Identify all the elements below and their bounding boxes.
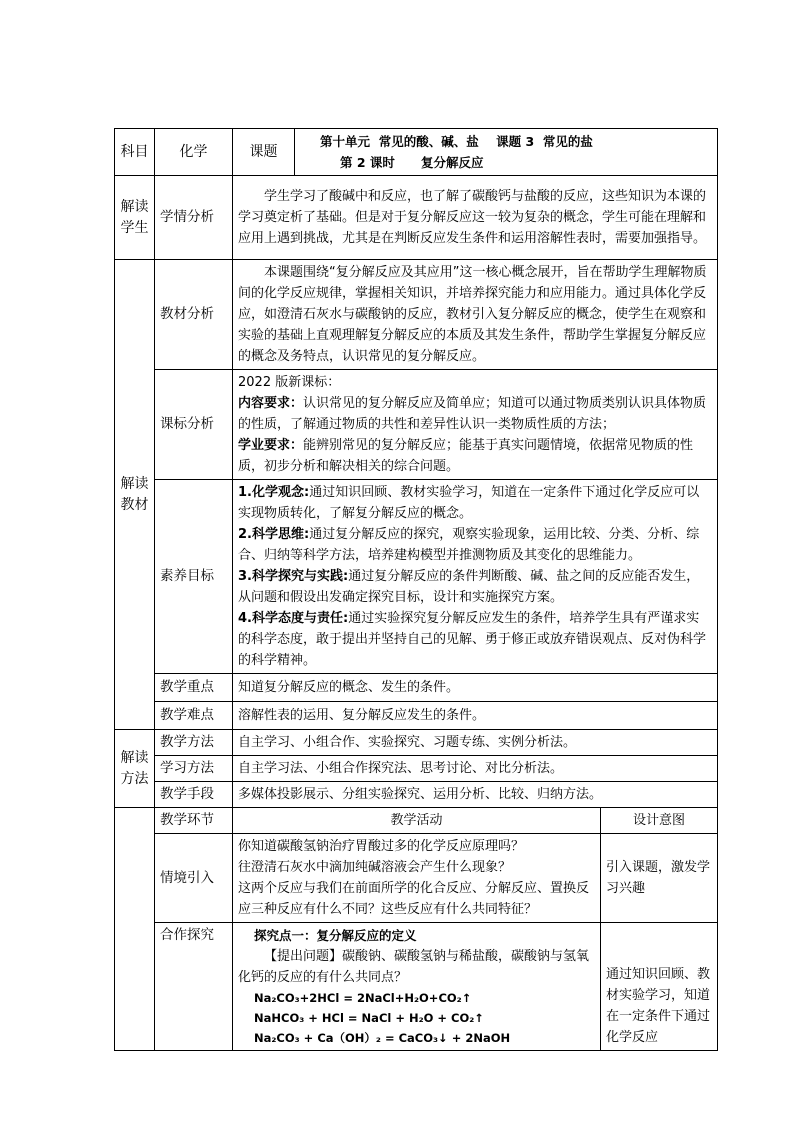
literacy-goals-row <box>115 480 718 674</box>
intro-row <box>115 834 718 923</box>
textbook-analysis-label: 教材分析 <box>155 260 233 370</box>
explore-row <box>115 923 718 1051</box>
difficulty-label: 教学难点 <box>155 702 233 730</box>
standard-academic-head: 学业要求： <box>238 438 304 453</box>
literacy-item <box>238 608 712 671</box>
textbook-analysis-text: 本课题围绕“复分解反应及其应用”这一核心概念展开，旨在帮助学生理解物质间的化学反应规律，掌握相关知识，并培养探究能力和应用能力。通过具体化学反应，如澄清石灰水与碳酸钠的反应，教材引入复分解反应的概念，使学生在观察和实验的基础上直观理解复分解反应的本质及其发生条件，帮助学生掌握复分解反应的概念及务特点，认识常见的复分解反应。 <box>233 260 718 370</box>
category-process-empty <box>115 808 155 1051</box>
standard-analysis-row <box>115 370 718 480</box>
intro-question: 往澄清石灰水中滴加纯碱溶液会产生什么现象？ <box>238 860 512 875</box>
standard-analysis-content <box>233 370 718 480</box>
teaching-method-label: 教学方法 <box>155 730 233 756</box>
category-methods: 解读方法 <box>115 730 155 808</box>
lesson-title <box>295 129 718 176</box>
lesson-plan-table <box>114 128 718 1051</box>
standard-content-head: 内容要求： <box>238 396 304 411</box>
intro-intent: 引入课题，激发学习兴趣 <box>601 834 718 923</box>
intro-stage-label: 情境引入 <box>155 834 233 923</box>
student-analysis-text: 学生学习了酸碱中和反应，也了解了碳酸钙与盐酸的反应，这些知识为本课的学习奠定析了基础。但是对于复分解反应这一较为复杂的概念，学生可能在理解和应用上遇到挑战，尤其是在判断反应发生条件和运用溶解性表时，需要加强指导。 <box>233 176 718 260</box>
chemical-equation: NaHCO₃ + HCl = NaCl + H₂O + CO₂↑ <box>254 1011 484 1025</box>
textbook-analysis-row <box>115 260 718 370</box>
literacy-item-head: 3.科学探究与实践: <box>238 569 349 584</box>
category-students: 解读学生 <box>115 176 155 260</box>
literacy-item-text: 通过复分解反应的探究，观察实验现象，运用比较、分类、分析、综合、归纳等科学方法，培养建构模型并推测物质及其变化的思维能力。 <box>238 527 700 563</box>
intro-question: 这两个反应与我们在前面所学的化合反应、分解反应、置换反应三种反应有什么不同？这些反应有什么共同特征？ <box>238 881 590 917</box>
teaching-means-label: 教学手段 <box>155 782 233 808</box>
teaching-means-text: 多媒体投影展示、分组实验探究、运用分析、比较、归纳方法。 <box>233 782 718 808</box>
chemical-equation: Na₂CO₃ + Ca（OH）₂ = CaCO₃↓ + 2NaOH <box>254 1031 511 1045</box>
lesson-title-line1: 第十单元 常见的酸、碱、盐 课题 3 常见的盐 <box>320 134 593 149</box>
literacy-item-head: 1.化学观念: <box>238 485 310 500</box>
topic-label: 课题 <box>233 129 295 176</box>
literacy-item <box>238 524 712 566</box>
key-point-row <box>115 674 718 702</box>
lesson-title-line2: 第 2 课时 复分解反应 <box>340 155 484 170</box>
intro-question: 你知道碳酸氢钠治疗胃酸过多的化学反应原理吗？ <box>238 839 525 854</box>
teaching-method-row <box>115 730 718 756</box>
header-row <box>115 129 718 176</box>
process-col-activity: 教学活动 <box>233 808 601 834</box>
process-header-row <box>115 808 718 834</box>
literacy-item-text: 通过知识回顾、教材实验学习，知道在一定条件下通过化学反应可以实现物质转化，了解复分解反应的概念。 <box>238 485 700 521</box>
literacy-item <box>238 566 712 608</box>
process-col-intent: 设计意图 <box>601 808 718 834</box>
intro-activity <box>233 834 601 923</box>
key-point-label: 教学重点 <box>155 674 233 702</box>
explore-point-title: 探究点一：复分解反应的定义 <box>254 928 417 943</box>
key-point-text: 知道复分解反应的概念、发生的条件。 <box>233 674 718 702</box>
process-col-stage: 教学环节 <box>155 808 233 834</box>
learning-method-text: 自主学习法、小组合作探究法、思考讨论、对比分析法。 <box>233 756 718 782</box>
standard-content-requirement <box>238 393 712 435</box>
difficulty-text: 溶解性表的运用、复分解反应发生的条件。 <box>233 702 718 730</box>
explore-activity <box>233 923 601 1051</box>
literacy-item-text: 通过复分解反应的条件判断酸、碱、盐之间的反应能否发生，从问题和假设出发确定探究目标，设计和实施探究方案。 <box>238 569 700 605</box>
literacy-goals-label: 素养目标 <box>155 480 233 674</box>
explore-intent: 通过知识回顾、教材实验学习，知道在一定条件下通过化学反应 <box>601 923 718 1051</box>
standard-analysis-label: 课标分析 <box>155 370 233 480</box>
standard-academic-requirement <box>238 435 712 477</box>
chemical-equation: Na₂CO₃+2HCl = 2NaCl+H₂O+CO₂↑ <box>254 991 472 1005</box>
literacy-item-head: 2.科学思维: <box>238 527 310 542</box>
learning-method-label: 学习方法 <box>155 756 233 782</box>
standard-intro: 2022 版新课标： <box>238 375 341 390</box>
subject-value: 化学 <box>155 129 233 176</box>
standard-academic-text: 能辨别常见的复分解反应；能基于真实问题情境，依据常见物质的性质，初步分析和解决相关的综合问题。 <box>238 438 694 474</box>
learning-method-row <box>115 756 718 782</box>
category-materials: 解读教材 <box>115 260 155 730</box>
literacy-item <box>238 482 712 524</box>
explore-question: 【提出问题】碳酸钠、碳酸氢钠与稀盐酸，碳酸钠与氢氧化钙的反应的有什么共同点？ <box>238 949 590 985</box>
subject-label: 科目 <box>115 129 155 176</box>
literacy-goals-content <box>233 480 718 674</box>
teaching-means-row <box>115 782 718 808</box>
difficulty-row <box>115 702 718 730</box>
student-analysis-label: 学情分析 <box>155 176 233 260</box>
student-analysis-row <box>115 176 718 260</box>
literacy-item-text: 通过实验探究复分解反应发生的条件，培养学生具有严谨求实的科学态度，敢于提出并坚持自己的见解、勇于修正或放弃错误观点、反对伪科学的科学精神。 <box>238 611 707 668</box>
explore-stage-label: 合作探究 <box>155 923 233 1051</box>
literacy-item-head: 4.科学态度与责任: <box>238 611 349 626</box>
standard-content-text: 认识常见的复分解反应及简单应；知道可以通过物质类别认识具体物质的性质，了解通过物质的共性和差异性认识一类物质性质的方法； <box>238 396 707 432</box>
teaching-method-text: 自主学习、小组合作、实验探究、习题专练、实例分析法。 <box>233 730 718 756</box>
